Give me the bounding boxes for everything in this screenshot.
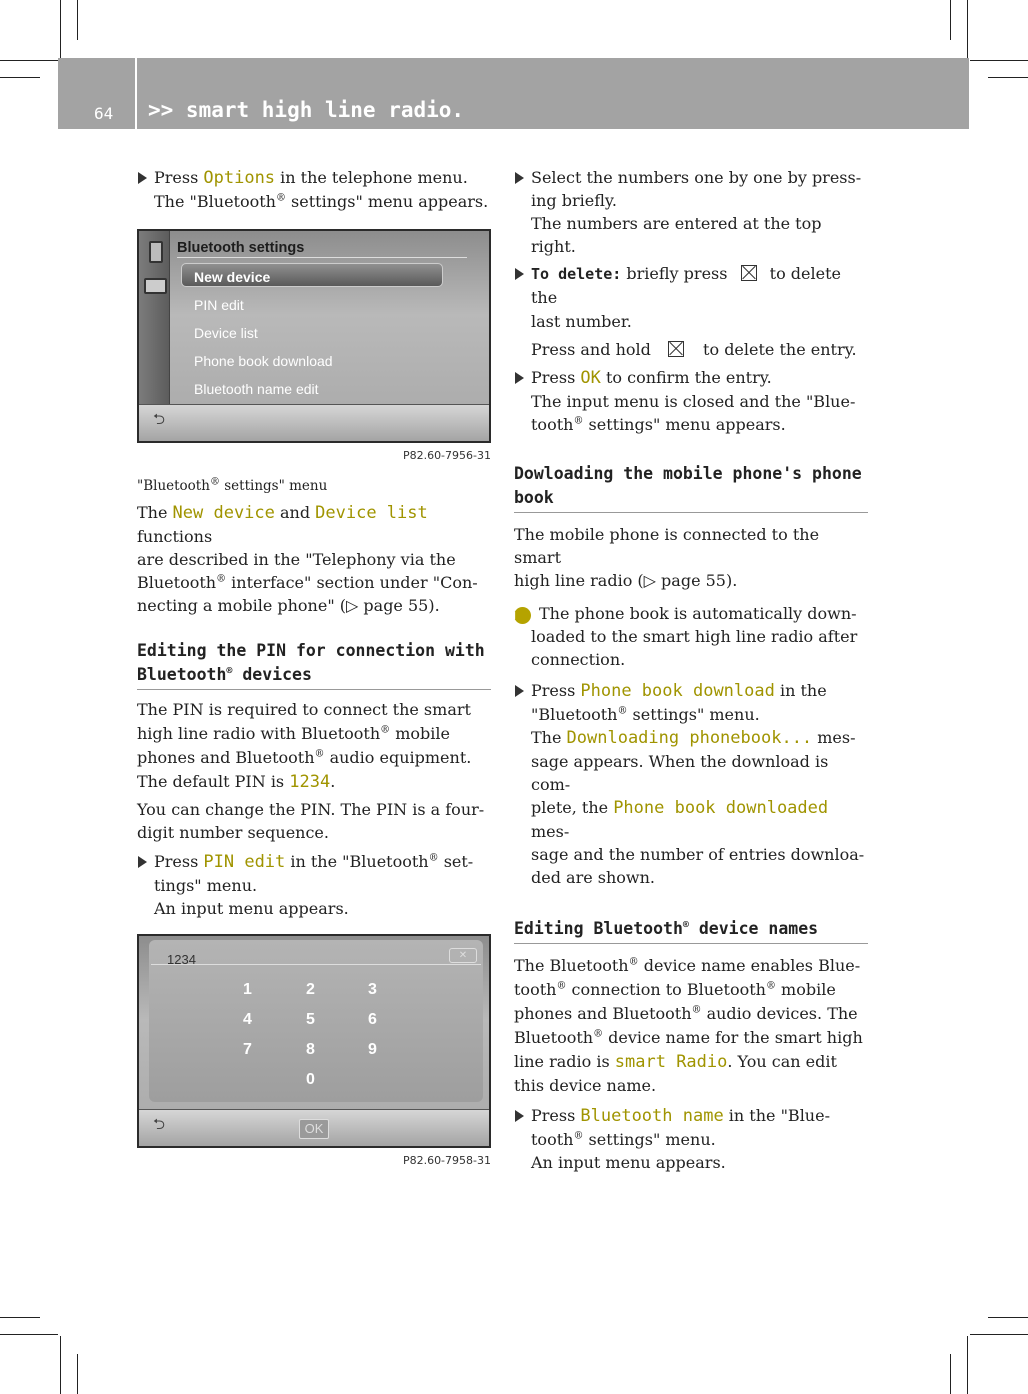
crop-mark — [950, 0, 951, 40]
step-press-phone-book-download — [514, 679, 868, 889]
text: tooth — [531, 415, 574, 434]
text: Press and hold — [531, 340, 656, 359]
text: audio devices. The — [701, 1004, 858, 1023]
key-3[interactable]: 3 — [368, 981, 377, 998]
text: Press — [531, 1106, 581, 1125]
right-column — [511, 166, 868, 1174]
registered-mark: ® — [226, 665, 233, 677]
text: settings" menu — [219, 478, 328, 494]
text: sage and the number of entries downloa- — [531, 845, 865, 864]
code-downloading-phonebook: Downloading phonebook... — [566, 728, 813, 748]
paragraph-change-pin — [137, 798, 491, 844]
text: ded are shown. — [531, 868, 656, 887]
code-phone-book-downloaded: Phone book downloaded — [613, 798, 829, 818]
crop-mark — [0, 60, 58, 61]
delete-icon[interactable]: ✕ — [449, 948, 477, 963]
crop-mark — [0, 1334, 58, 1335]
crop-mark — [970, 1334, 1028, 1335]
step-arrow-icon — [515, 268, 524, 280]
text: and — [274, 503, 316, 522]
text: high line radio with Bluetooth — [137, 724, 381, 743]
text: in the — [774, 681, 827, 700]
text: tooth — [531, 1130, 574, 1149]
paragraph-pin-required — [137, 698, 491, 794]
text: The input menu is closed and the "Blue- — [531, 392, 856, 411]
text: phones and Bluetooth — [514, 1004, 692, 1023]
text: The "Bluetooth — [154, 192, 276, 211]
heading-editing-pin — [137, 639, 491, 690]
text: digit number sequence. — [137, 823, 329, 842]
text: last number. — [531, 312, 632, 331]
registered-mark: ® — [593, 1028, 604, 1040]
screenshot-pin-input — [137, 934, 491, 1148]
text: to delete the — [531, 264, 841, 307]
crop-mark — [950, 1354, 951, 1394]
screen-title-line — [177, 257, 467, 258]
page-header — [58, 58, 969, 129]
key-4[interactable]: 4 — [243, 1011, 252, 1028]
text: . You can edit — [727, 1052, 837, 1071]
text: The Bluetooth — [514, 956, 629, 975]
registered-mark: ® — [682, 919, 689, 931]
crop-mark — [0, 1317, 40, 1318]
text: phones and Bluetooth — [137, 748, 315, 767]
key-8[interactable]: 8 — [306, 1041, 315, 1058]
text: Press — [154, 168, 204, 187]
menu-item-pin-edit[interactable]: PIN edit — [194, 297, 244, 313]
registered-mark: ® — [216, 573, 227, 585]
screen-title: Bluetooth settings — [177, 240, 305, 256]
text: settings" menu appears. — [583, 415, 786, 434]
figure-caption: P82.60-7956-31 — [402, 449, 491, 462]
step-arrow-icon — [515, 685, 524, 697]
pin-input-field[interactable] — [151, 942, 481, 965]
registered-mark: ® — [314, 748, 325, 760]
text: audio equipment. — [324, 748, 472, 767]
registered-mark: ® — [691, 1004, 702, 1016]
phone-icon — [149, 241, 163, 263]
header-separator — [135, 58, 137, 129]
crop-mark — [0, 77, 40, 78]
text: Select the numbers one by one by press- — [531, 168, 862, 187]
step-arrow-icon — [515, 372, 524, 384]
registered-mark: ® — [573, 1130, 584, 1142]
crop-mark — [77, 1354, 78, 1394]
delete-icon — [668, 341, 684, 357]
text: this device name. — [514, 1076, 657, 1095]
text: devices — [232, 665, 312, 684]
step-press-pin-edit — [137, 850, 491, 920]
registered-mark: ® — [275, 192, 286, 204]
text: briefly press — [621, 264, 733, 283]
step-arrow-icon — [138, 172, 147, 184]
text: settings" menu appears. — [285, 192, 489, 211]
code-smart-radio: smart Radio — [614, 1052, 728, 1072]
text: "Bluetooth — [531, 705, 618, 724]
text: loaded to the smart high line radio after — [531, 627, 858, 646]
heading-editing-device-names — [514, 917, 868, 944]
menu-item-new-device[interactable]: New device — [194, 269, 271, 285]
page-reference[interactable]: high line radio (▷ page 55). — [514, 571, 738, 590]
text: The numbers are entered at the top right. — [531, 214, 822, 256]
text: book — [514, 488, 554, 507]
code-ok: OK — [580, 368, 601, 388]
key-1[interactable]: 1 — [243, 981, 252, 998]
crop-mark — [967, 1336, 968, 1394]
key-6[interactable]: 6 — [368, 1011, 377, 1028]
text: interface" section under "Con- — [226, 573, 478, 592]
crop-mark — [60, 0, 61, 58]
menu-item-device-list[interactable]: Device list — [194, 325, 258, 341]
key-0[interactable]: 0 — [306, 1071, 315, 1088]
step-delete — [514, 262, 868, 362]
text: The — [137, 503, 173, 522]
back-icon[interactable]: ⮌ — [153, 1115, 166, 1133]
crop-mark — [988, 77, 1028, 78]
text: device names — [688, 919, 819, 938]
registered-mark: ® — [617, 705, 628, 717]
text: The mobile phone is connected to the smart — [514, 525, 820, 567]
text: connection. — [531, 650, 626, 669]
code-device-list: Device list — [315, 503, 428, 523]
registered-mark: ® — [209, 476, 220, 488]
figure-label — [137, 477, 491, 495]
page-number: 64 — [94, 104, 114, 123]
text: Press — [531, 368, 581, 387]
paragraph-functions — [137, 501, 491, 617]
screen-bottom-bar — [139, 404, 489, 441]
text: device name for the smart high — [603, 1028, 863, 1047]
figure-caption: P82.60-7958-31 — [402, 1154, 491, 1167]
page-title: >> smart high line radio. — [148, 98, 465, 122]
code-bluetooth-name: Bluetooth name — [580, 1106, 724, 1126]
registered-mark: ® — [556, 980, 567, 992]
text: An input menu appears. — [154, 899, 349, 918]
info-note — [511, 602, 868, 671]
menu-item-bluetooth-name-edit[interactable]: Bluetooth name edit — [194, 381, 319, 397]
step-arrow-icon — [138, 856, 147, 868]
key-5[interactable]: 5 — [306, 1011, 315, 1028]
text: The PIN is required to connect the smart — [137, 700, 471, 719]
text: Editing the PIN for connection with — [137, 641, 485, 660]
text: mobile — [775, 980, 836, 999]
paragraph-phone-connected — [514, 523, 868, 592]
text: set- — [438, 852, 474, 871]
text: mobile — [390, 724, 450, 743]
screen-left-strip — [139, 231, 170, 411]
text: The default PIN is — [137, 772, 290, 791]
text: ing briefly. — [531, 191, 617, 210]
registered-mark: ® — [573, 415, 584, 427]
code-pin-edit: PIN edit — [203, 852, 286, 872]
menu-item-phone-book-download[interactable]: Phone book download — [194, 353, 333, 369]
text: functions — [137, 527, 213, 546]
registered-mark: ® — [380, 724, 391, 736]
text: tings" menu. — [154, 876, 258, 895]
key-9[interactable]: 9 — [368, 1041, 377, 1058]
text: The phone book is automatically down- — [539, 604, 857, 623]
pin-input-value: 1234 — [167, 952, 196, 967]
text: An input menu appears. — [531, 1153, 726, 1172]
screen-bottom-bar — [139, 1109, 489, 1146]
text: connection to Bluetooth — [566, 980, 766, 999]
key-7[interactable]: 7 — [243, 1041, 252, 1058]
text: are described in the "Telephony via the — [137, 550, 456, 569]
text: The — [531, 728, 567, 747]
page-reference[interactable]: necting a mobile phone" (▷ page 55). — [137, 596, 440, 615]
radio-icon — [144, 278, 167, 294]
text: in the "Blue- — [723, 1106, 830, 1125]
heading-downloading-phonebook — [514, 462, 868, 513]
text: . — [330, 772, 336, 791]
text: Bluetooth — [514, 1028, 594, 1047]
text: Press — [531, 681, 581, 700]
crop-mark — [970, 60, 1028, 61]
text: tooth — [514, 980, 557, 999]
text: line radio is — [514, 1052, 615, 1071]
text: device name enables Blue- — [638, 956, 861, 975]
code-new-device: New device — [172, 503, 275, 523]
registered-mark: ® — [765, 980, 776, 992]
paragraph-device-name — [514, 954, 868, 1098]
delete-icon — [741, 265, 757, 281]
left-column — [137, 166, 491, 1168]
crop-mark — [77, 0, 78, 40]
text: in the telephone menu. — [275, 168, 468, 187]
crop-mark — [988, 1317, 1028, 1318]
info-icon: i — [514, 607, 531, 624]
code-phone-book-download: Phone book download — [580, 681, 775, 701]
text: settings" menu. — [583, 1130, 716, 1149]
back-icon[interactable]: ⮌ — [153, 410, 166, 428]
text: sage appears. When the download is com- — [531, 752, 829, 794]
key-2[interactable]: 2 — [306, 981, 315, 998]
step-arrow-icon — [515, 172, 524, 184]
step-press-bluetooth-name — [514, 1104, 868, 1174]
ok-button[interactable]: OK — [299, 1119, 329, 1139]
label-to-delete: To delete: — [531, 265, 622, 283]
text: "Bluetooth — [137, 478, 210, 494]
text: mes- — [531, 822, 570, 841]
text: Bluetooth — [137, 573, 217, 592]
crop-mark — [60, 1336, 61, 1394]
step-arrow-icon — [515, 1110, 524, 1122]
code-options: Options — [203, 168, 276, 188]
text: plete, the — [531, 798, 614, 817]
text: to delete the entry. — [697, 340, 857, 359]
text: settings" menu. — [627, 705, 760, 724]
text: Editing Bluetooth — [514, 919, 683, 938]
text: mes- — [812, 728, 856, 747]
step-select-numbers — [514, 166, 868, 258]
code-default-pin: 1234 — [289, 772, 331, 792]
text: Bluetooth — [137, 665, 227, 684]
text: in the "Bluetooth — [285, 852, 429, 871]
step-press-options — [137, 166, 491, 213]
text: Dowloading the mobile phone's phone — [514, 464, 862, 483]
screenshot-bluetooth-settings — [137, 229, 491, 443]
registered-mark: ® — [428, 852, 439, 864]
registered-mark: ® — [628, 956, 639, 968]
text: You can change the PIN. The PIN is a four- — [137, 800, 485, 819]
text: to confirm the entry. — [600, 368, 772, 387]
step-press-ok — [514, 366, 868, 436]
crop-mark — [967, 0, 968, 58]
text: Press — [154, 852, 204, 871]
